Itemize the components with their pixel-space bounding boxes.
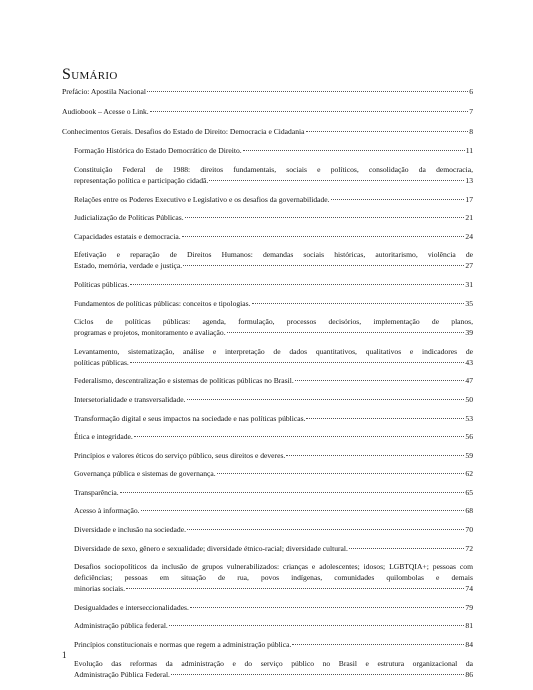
toc-entry-text: Transformação digital e seus impactos na sociedade e nas políticas públicas.: [74, 413, 306, 423]
toc-entry[interactable]: [62, 346, 473, 368]
toc-entry[interactable]: [62, 394, 473, 405]
toc-entry[interactable]: [62, 86, 473, 97]
toc-page-number: 72: [465, 543, 473, 553]
dot-leader: [217, 473, 465, 474]
dot-leader: [130, 362, 465, 363]
toc-entry-text: Princípios e valores éticos do serviço público, seus direitos e deveres.: [74, 450, 286, 460]
toc-entry-text: Constituição Federal de 1988: direitos fundamentais, sociais e políticos, consolidação da democracia,: [74, 164, 473, 174]
toc-entry-last-line: [74, 175, 473, 186]
toc-entry-text: Evolução das reformas da administração e do serviço público no Brasil e estrutura organizacional da: [74, 658, 473, 668]
dot-leader: [171, 674, 464, 675]
toc-entry-text: Acesso à informação.: [74, 506, 140, 516]
toc-page-number: 21: [465, 213, 473, 223]
toc-entry-last-line: [74, 669, 473, 680]
toc-entry-text: Capacidades estatais e democracia.: [74, 231, 181, 241]
toc-entry-text: Relações entre os Poderes Executivo e Legislativo e os desafios da governabilidade.: [74, 194, 330, 204]
toc-entry-last-line: [74, 327, 473, 338]
toc-page-number: 11: [465, 146, 473, 156]
toc-entry[interactable]: [62, 279, 473, 290]
toc-entry-text: Formação Histórica do Estado Democrático de Direito.: [74, 146, 242, 156]
toc-entry-text: Intersetorialidade e transversalidade.: [74, 394, 186, 404]
toc-page-number: 6: [469, 87, 473, 96]
toc-page-number: 86: [465, 669, 473, 679]
toc-page-number: 13: [465, 175, 473, 185]
toc-entry[interactable]: [62, 212, 473, 223]
toc-page-number: 17: [465, 194, 473, 204]
dot-leader: [292, 644, 464, 645]
toc-page-number: 79: [465, 602, 473, 612]
dot-leader: [150, 111, 469, 112]
toc-entry[interactable]: [62, 298, 473, 309]
toc-entry-last-line: [74, 583, 473, 594]
toc-title: Sumário: [62, 66, 118, 83]
toc-entry-last-line: [74, 260, 473, 271]
toc-entry-text: Governança pública e sistemas de governança.: [74, 469, 216, 479]
toc-page-number: 59: [465, 450, 473, 460]
dot-leader: [306, 131, 469, 132]
toc-entry-text: Fundamentos de políticas públicas: conceitos e tipologias.: [74, 298, 251, 308]
toc-entry[interactable]: [62, 126, 473, 137]
dot-leader: [120, 492, 465, 493]
toc-entry-text: Prefácio: Apostila Nacional: [62, 87, 146, 96]
toc-entry[interactable]: [62, 505, 473, 516]
toc-entry[interactable]: [62, 639, 473, 650]
toc-entry[interactable]: [62, 249, 473, 271]
toc-entry[interactable]: [62, 468, 473, 479]
dot-leader: [187, 399, 465, 400]
toc-page-number: 39: [465, 328, 473, 338]
toc-entry-text: Desafios sociopolíticos da inclusão de grupos vulnerabilizados: crianças e adolescentes; idosos; LGBTQIA+; pessoas com deficiências; pessoas em situação de rua, povos indígenas, comunidades quilombolas e demais: [74, 562, 473, 583]
dot-leader: [190, 607, 464, 608]
toc-entry-text: programas e projetos, monitoramento e avaliação.: [74, 328, 226, 338]
dot-leader: [331, 199, 465, 200]
toc-entry[interactable]: [62, 524, 473, 535]
toc-entry-text: Judicialização de Políticas Públicas.: [74, 213, 184, 223]
toc-page-number: 27: [465, 261, 473, 271]
dot-leader: [147, 91, 468, 92]
dot-leader: [295, 380, 465, 381]
toc-entry[interactable]: [62, 487, 473, 498]
toc-page-number: 50: [465, 394, 473, 404]
toc-page-number: 35: [465, 298, 473, 308]
toc-entry-text: Políticas públicas.: [74, 279, 130, 289]
dot-leader: [306, 418, 464, 419]
toc-entry[interactable]: [62, 658, 473, 680]
toc-page-number: 47: [465, 376, 473, 386]
dot-leader: [286, 455, 464, 456]
dot-leader: [134, 436, 465, 437]
toc-entry-text: Diversidade de sexo, gênero e sexualidade; diversidade étnico-racial; diversidade cultural.: [74, 543, 348, 553]
toc-entry[interactable]: [62, 231, 473, 242]
toc-entry[interactable]: [62, 561, 473, 594]
toc-page-number: 70: [465, 525, 473, 535]
toc-page-number: 74: [465, 584, 473, 594]
toc-entry-text: Levantamento, sistematização, análise e interpretação de dados quantitativos, qualitativos e indicadores de: [74, 346, 473, 356]
toc-entry-text: políticas públicas.: [74, 357, 129, 367]
toc-page-number: 65: [465, 487, 473, 497]
toc-entry[interactable]: [62, 316, 473, 338]
toc-entry[interactable]: [62, 602, 473, 613]
toc-entry[interactable]: [62, 164, 473, 186]
toc-entry[interactable]: [62, 543, 473, 554]
toc-entry-last-line: [74, 357, 473, 368]
page-number: 1: [62, 650, 67, 660]
toc-page-number: 24: [465, 231, 473, 241]
toc-page-number: 84: [465, 640, 473, 650]
toc-entry-text: Audiobook – Acesse o Link.: [62, 106, 149, 116]
toc-page-number: 31: [465, 279, 473, 289]
toc-entry[interactable]: [62, 450, 473, 461]
toc-page-number: 62: [465, 469, 473, 479]
toc-entry[interactable]: [62, 145, 473, 156]
toc-entry[interactable]: [62, 620, 473, 631]
dot-leader: [130, 284, 464, 285]
toc-entry-text: Efetivação e reparação de Direitos Humanos: demandas sociais históricas, autoritarismo, violência de: [74, 250, 473, 260]
toc-entry[interactable]: [62, 106, 473, 117]
toc-entry-text: Conhecimentos Gerais. Desafios do Estado de Direito: Democracia e Cidadania: [62, 126, 305, 136]
toc-page-number: 7: [469, 106, 473, 116]
toc-page-number: 81: [465, 621, 473, 631]
toc-entry-text: Administração Pública Federal.: [74, 669, 170, 679]
toc-page-number: 53: [465, 413, 473, 423]
toc-entry[interactable]: [62, 413, 473, 424]
dot-leader: [209, 180, 464, 181]
dot-leader: [169, 625, 465, 626]
toc-entry[interactable]: [62, 194, 473, 205]
dot-leader: [141, 510, 465, 511]
dot-leader: [185, 217, 465, 218]
toc-page-number: 8: [469, 126, 473, 136]
toc-entry-text: Transparência.: [74, 487, 119, 497]
dot-leader: [187, 529, 464, 530]
dot-leader: [126, 588, 464, 589]
toc-entry-text: minorias sociais.: [74, 584, 126, 594]
toc-entry-text: Ciclos de políticas públicas: agenda, formulação, processos decisórios, implementação de planos,: [74, 317, 473, 327]
toc-entry-text: Federalismo, descentralização e sistemas de políticas públicas no Brasil.: [74, 376, 294, 386]
toc-page-number: 68: [465, 506, 473, 516]
toc-entry[interactable]: [62, 375, 473, 386]
toc-page-number: 56: [465, 432, 473, 442]
toc-page-number: 43: [465, 357, 473, 367]
dot-leader: [349, 548, 465, 549]
dot-leader: [243, 150, 465, 151]
dot-leader: [183, 265, 464, 266]
toc-entry-text: representação política e participação cidadã.: [74, 175, 209, 185]
toc-entry-text: Administração pública federal.: [74, 621, 168, 631]
table-of-contents: [62, 86, 473, 687]
toc-entry-text: Princípios constitucionais e normas que regem a administração pública.: [74, 640, 292, 650]
toc-entry-text: Estado, memória, verdade e justiça.: [74, 261, 183, 271]
toc-entry-text: Desigualdades e interseccionalidades.: [74, 602, 189, 612]
toc-entry[interactable]: [62, 431, 473, 442]
toc-entry-text: Ética e integridade.: [74, 432, 133, 442]
dot-leader: [227, 332, 465, 333]
toc-entry-text: Diversidade e inclusão na sociedade.: [74, 525, 186, 535]
dot-leader: [182, 236, 465, 237]
dot-leader: [252, 303, 465, 304]
